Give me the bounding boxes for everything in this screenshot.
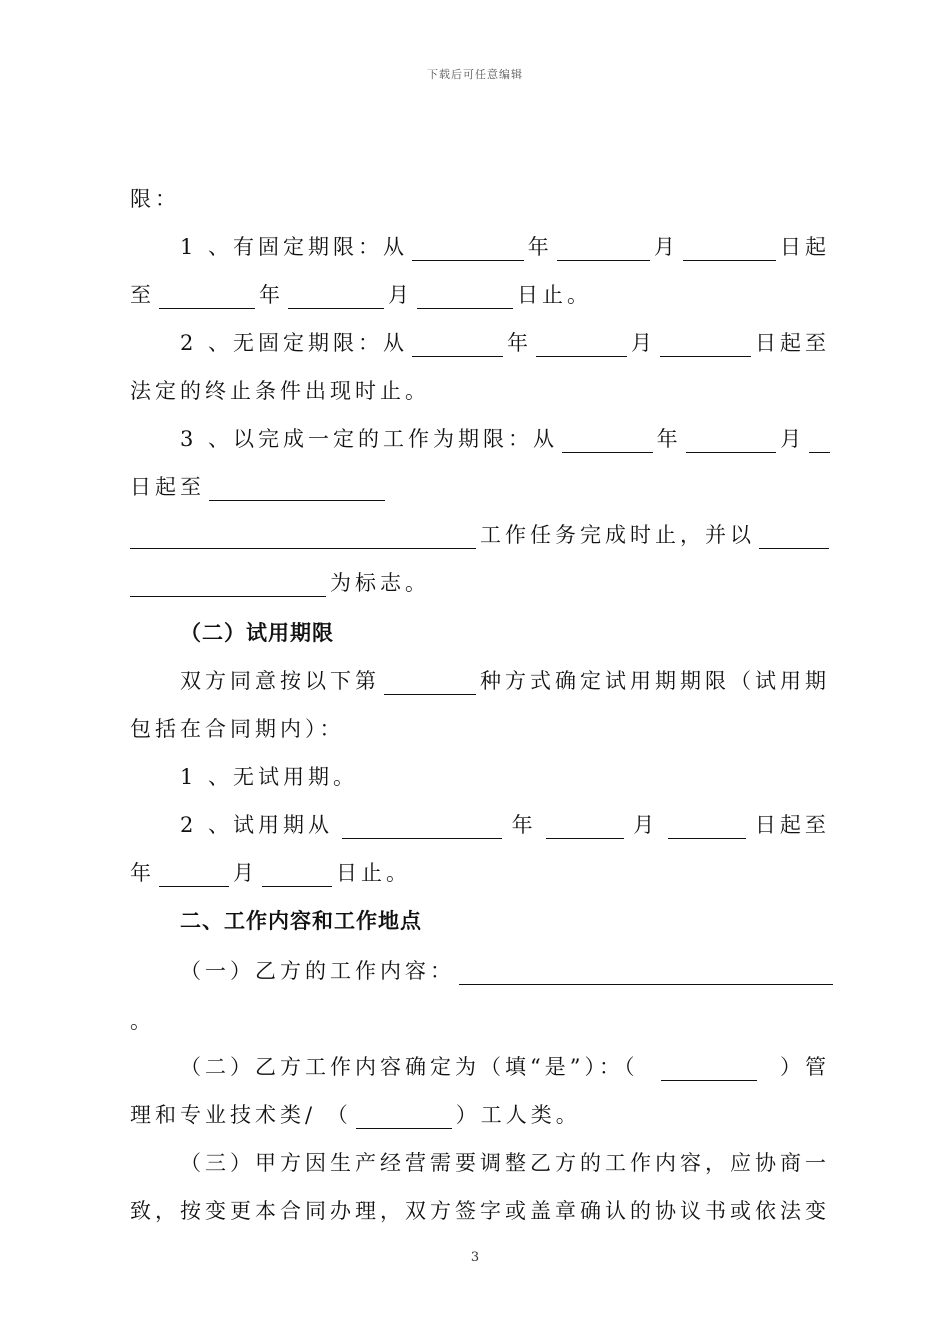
blank-field[interactable]	[557, 234, 650, 261]
text-segment: （二）乙方工作内容确定为（填“是”）：（	[180, 1055, 639, 1079]
text-segment: 1 、有固定期限：从	[180, 235, 409, 259]
blank-field[interactable]	[262, 860, 332, 887]
text-segment: 月	[233, 861, 258, 885]
text-segment: 月	[653, 235, 679, 259]
text-line: 致，按变更本合同办理，双方签字或盖章确认的协议书或依法变	[130, 1199, 830, 1223]
text-line: 包括在合同期内）：	[130, 717, 345, 741]
blank-field[interactable]	[686, 426, 777, 453]
blank-field[interactable]	[759, 522, 829, 549]
text-segment: ）工人类。	[455, 1103, 581, 1127]
blank-field[interactable]	[417, 282, 513, 309]
text-line: （三）甲方因生产经营需要调整乙方的工作内容，应协商一	[180, 1151, 830, 1175]
text-segment: 月	[631, 331, 657, 355]
section-heading: 二、工作内容和工作地点	[180, 908, 422, 933]
text-line	[130, 472, 389, 502]
text-line	[180, 424, 830, 454]
text-segment: 日起	[780, 235, 830, 259]
text-line: 限：	[130, 187, 180, 211]
blank-field[interactable]	[412, 234, 524, 261]
text-line	[130, 520, 829, 550]
text-segment: ）管	[779, 1055, 830, 1079]
text-segment: 年	[130, 861, 155, 885]
blank-field[interactable]	[683, 234, 776, 261]
text-segment: 种方式确定试用期期限（试用期	[480, 669, 830, 693]
text-segment: 2 、无固定期限：从	[180, 331, 409, 355]
text-segment: 日起至	[755, 331, 830, 355]
blank-field[interactable]	[130, 522, 476, 549]
text-segment: 月	[633, 813, 659, 837]
text-line	[180, 328, 830, 358]
blank-field[interactable]	[412, 330, 503, 357]
text-line	[180, 666, 830, 696]
text-line	[130, 280, 592, 310]
blank-field[interactable]	[546, 812, 624, 839]
text-line	[180, 810, 830, 840]
blank-field[interactable]	[356, 1102, 452, 1129]
blank-field[interactable]	[288, 282, 384, 309]
blank-field[interactable]	[159, 282, 255, 309]
text-segment: 工作任务完成时止，并以	[480, 523, 755, 547]
blank-field[interactable]	[668, 812, 746, 839]
page-header: 下载后可任意编辑	[427, 68, 523, 81]
blank-field[interactable]	[562, 426, 653, 453]
text-line	[180, 1052, 830, 1082]
text-segment: 年	[656, 427, 682, 451]
blank-field[interactable]	[342, 812, 502, 839]
text-segment: 双方同意按以下第	[180, 669, 380, 693]
blank-field[interactable]	[159, 860, 229, 887]
text-segment: 年	[527, 235, 553, 259]
text-line	[180, 956, 833, 986]
text-line	[130, 1100, 581, 1130]
blank-field[interactable]	[384, 668, 476, 695]
section-heading: （二）试用期限	[180, 620, 334, 645]
text-line: 法定的终止条件出现时止。	[130, 379, 430, 403]
blank-field[interactable]	[130, 570, 326, 597]
text-segment: （一）乙方的工作内容：	[180, 959, 455, 983]
blank-field[interactable]	[809, 426, 830, 453]
text-segment: 日止。	[517, 283, 592, 307]
text-line	[180, 232, 830, 262]
text-segment: 月	[388, 283, 413, 307]
text-segment: 理和专业技术类/ （	[130, 1103, 352, 1127]
blank-field[interactable]	[661, 1054, 757, 1081]
text-segment: 日止。	[336, 861, 411, 885]
blank-field[interactable]	[459, 958, 833, 985]
text-segment: 为标志。	[330, 571, 430, 595]
text-line	[130, 568, 430, 598]
text-segment: 年	[507, 331, 533, 355]
blank-field[interactable]	[660, 330, 751, 357]
text-line: 。	[130, 1009, 151, 1033]
text-segment: 日起至	[754, 813, 830, 837]
text-segment: 年	[511, 813, 537, 837]
text-segment: 至	[130, 283, 155, 307]
blank-field[interactable]	[209, 474, 385, 501]
blank-field[interactable]	[536, 330, 627, 357]
text-line	[130, 858, 411, 888]
text-segment: 日起至	[130, 475, 205, 499]
text-segment: 年	[259, 283, 284, 307]
text-line: 1 、无试用期。	[180, 765, 359, 789]
text-segment: 3 、以完成一定的工作为期限：从	[180, 427, 559, 451]
page-number: 3	[470, 1250, 480, 1265]
text-segment: 2 、试用期从	[180, 813, 334, 837]
text-segment: 月	[780, 427, 806, 451]
